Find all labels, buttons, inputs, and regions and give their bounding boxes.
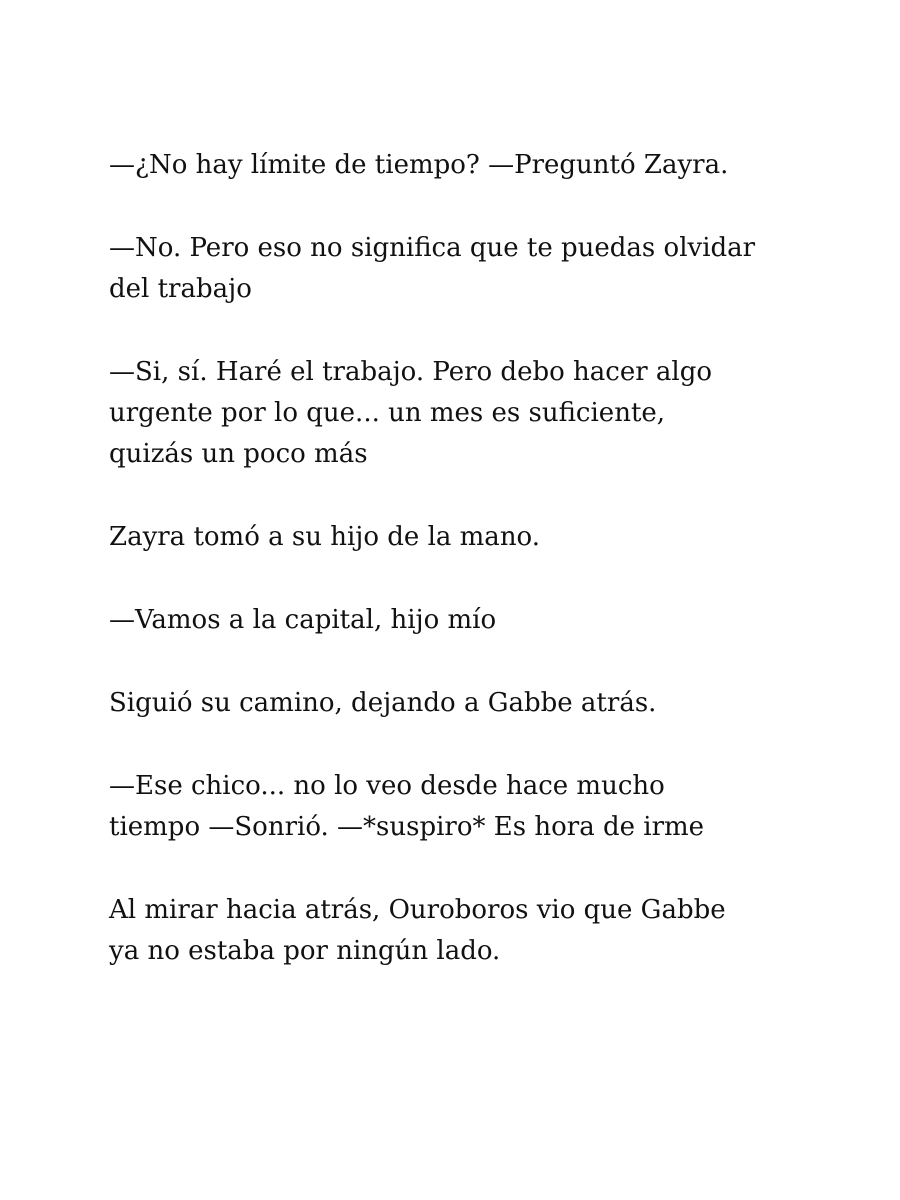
paragraph-4	[109, 517, 809, 558]
paragraph-5	[109, 600, 809, 641]
text-line: quizás un poco más	[109, 439, 368, 469]
story-text	[109, 145, 809, 1014]
text-line: —Vamos a la capital, hijo mío	[109, 605, 497, 635]
text-line: urgente por lo que... un mes es suficiente,	[109, 398, 666, 428]
text-line: —No. Pero eso no significa que te puedas olvidar	[109, 233, 756, 263]
text-line: —Ese chico... no lo veo desde hace mucho	[109, 771, 665, 801]
text-line: del trabajo	[109, 274, 252, 304]
paragraph-7	[109, 766, 809, 848]
text-line: Zayra tomó a su hijo de la mano.	[109, 522, 541, 552]
text-line: —¿No hay límite de tiempo? —Preguntó Zayra.	[109, 150, 729, 180]
paragraph-1	[109, 145, 809, 186]
text-line: Siguió su camino, dejando a Gabbe atrás.	[109, 688, 657, 718]
text-line: tiempo —Sonrió. —*suspiro* Es hora de irme	[109, 812, 705, 842]
paragraph-8	[109, 890, 809, 972]
text-line: —Si, sí. Haré el trabajo. Pero debo hacer algo	[109, 357, 713, 387]
paragraph-2	[109, 228, 809, 310]
text-line: Al mirar hacia atrás, Ouroboros vio que Gabbe	[109, 895, 726, 925]
paragraph-6	[109, 683, 809, 724]
text-line: ya no estaba por ningún lado.	[109, 936, 501, 966]
paragraph-3	[109, 352, 809, 475]
